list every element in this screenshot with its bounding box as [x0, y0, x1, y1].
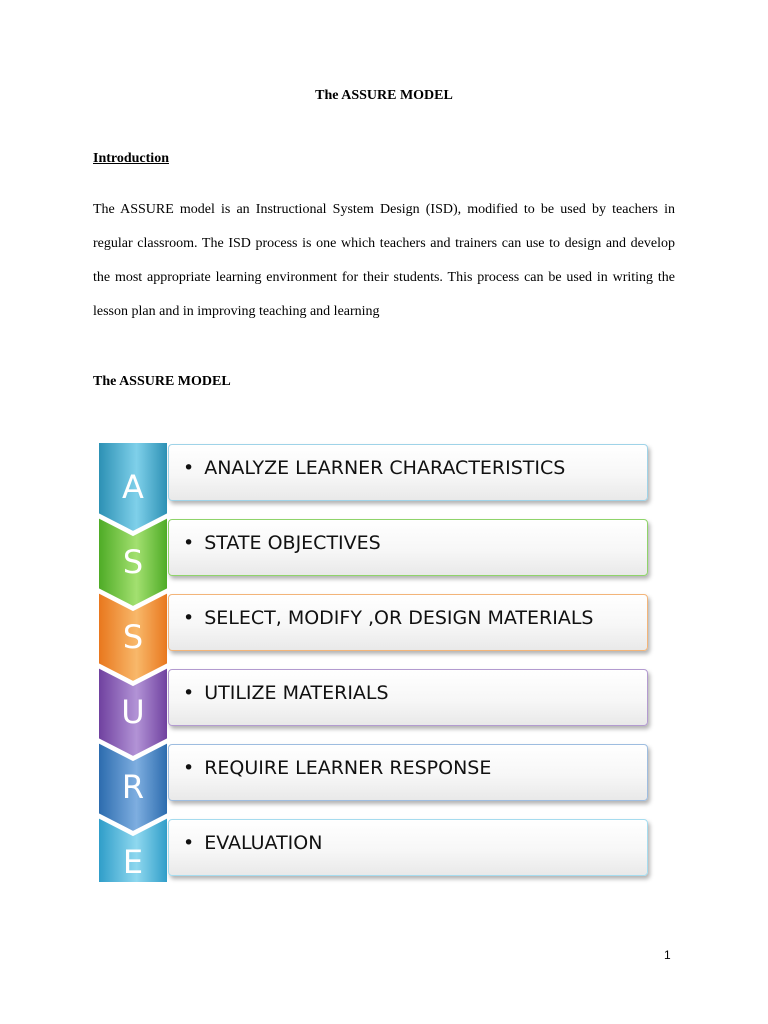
bullet-icon: • — [183, 682, 195, 704]
assure-step-text: STATE OBJECTIVES — [204, 532, 381, 554]
assure-diagram — [98, 442, 654, 882]
bullet-icon: • — [183, 457, 195, 479]
assure-step-text: UTILIZE MATERIALS — [204, 682, 389, 704]
assure-letter-5: E — [122, 843, 144, 881]
assure-step-text: ANALYZE LEARNER CHARACTERISTICS — [204, 457, 566, 479]
assure-letter-2: S — [122, 618, 144, 656]
assure-step-box-state — [168, 519, 648, 576]
bullet-icon: • — [183, 757, 195, 779]
bullet-icon: • — [183, 532, 195, 554]
model-heading: The ASSURE MODEL — [93, 374, 231, 389]
assure-step-box-select — [168, 594, 648, 651]
assure-step-text: EVALUATION — [204, 832, 323, 854]
assure-chevrons — [98, 442, 178, 882]
assure-step-box-require — [168, 744, 648, 801]
assure-step-text: REQUIRE LEARNER RESPONSE — [204, 757, 492, 779]
introduction-paragraph: The ASSURE model is an Instructional System Design (ISD), modified to be used by teachers in regular classroom. The ISD process is one which teachers and trainers can use to design and develop the most appropriate learning environment for their students. This process can be used in writing the lesson plan and in improving teaching and learning — [93, 202, 675, 319]
bullet-icon: • — [183, 607, 195, 629]
assure-letter-4: R — [121, 768, 145, 806]
assure-letter-0: A — [122, 468, 144, 506]
assure-step-box-utilize — [168, 669, 648, 726]
page-number: 1 — [664, 948, 671, 962]
bullet-icon: • — [183, 832, 195, 854]
introduction-heading: Introduction — [93, 151, 169, 166]
assure-step-box-analyze — [168, 444, 648, 501]
assure-step-box-evaluation — [168, 819, 648, 876]
assure-letter-3: U — [121, 693, 145, 731]
document-title: The ASSURE MODEL — [315, 88, 453, 103]
assure-letter-1: S — [122, 543, 144, 581]
assure-step-text: SELECT, MODIFY ,OR DESIGN MATERIALS — [204, 607, 594, 629]
